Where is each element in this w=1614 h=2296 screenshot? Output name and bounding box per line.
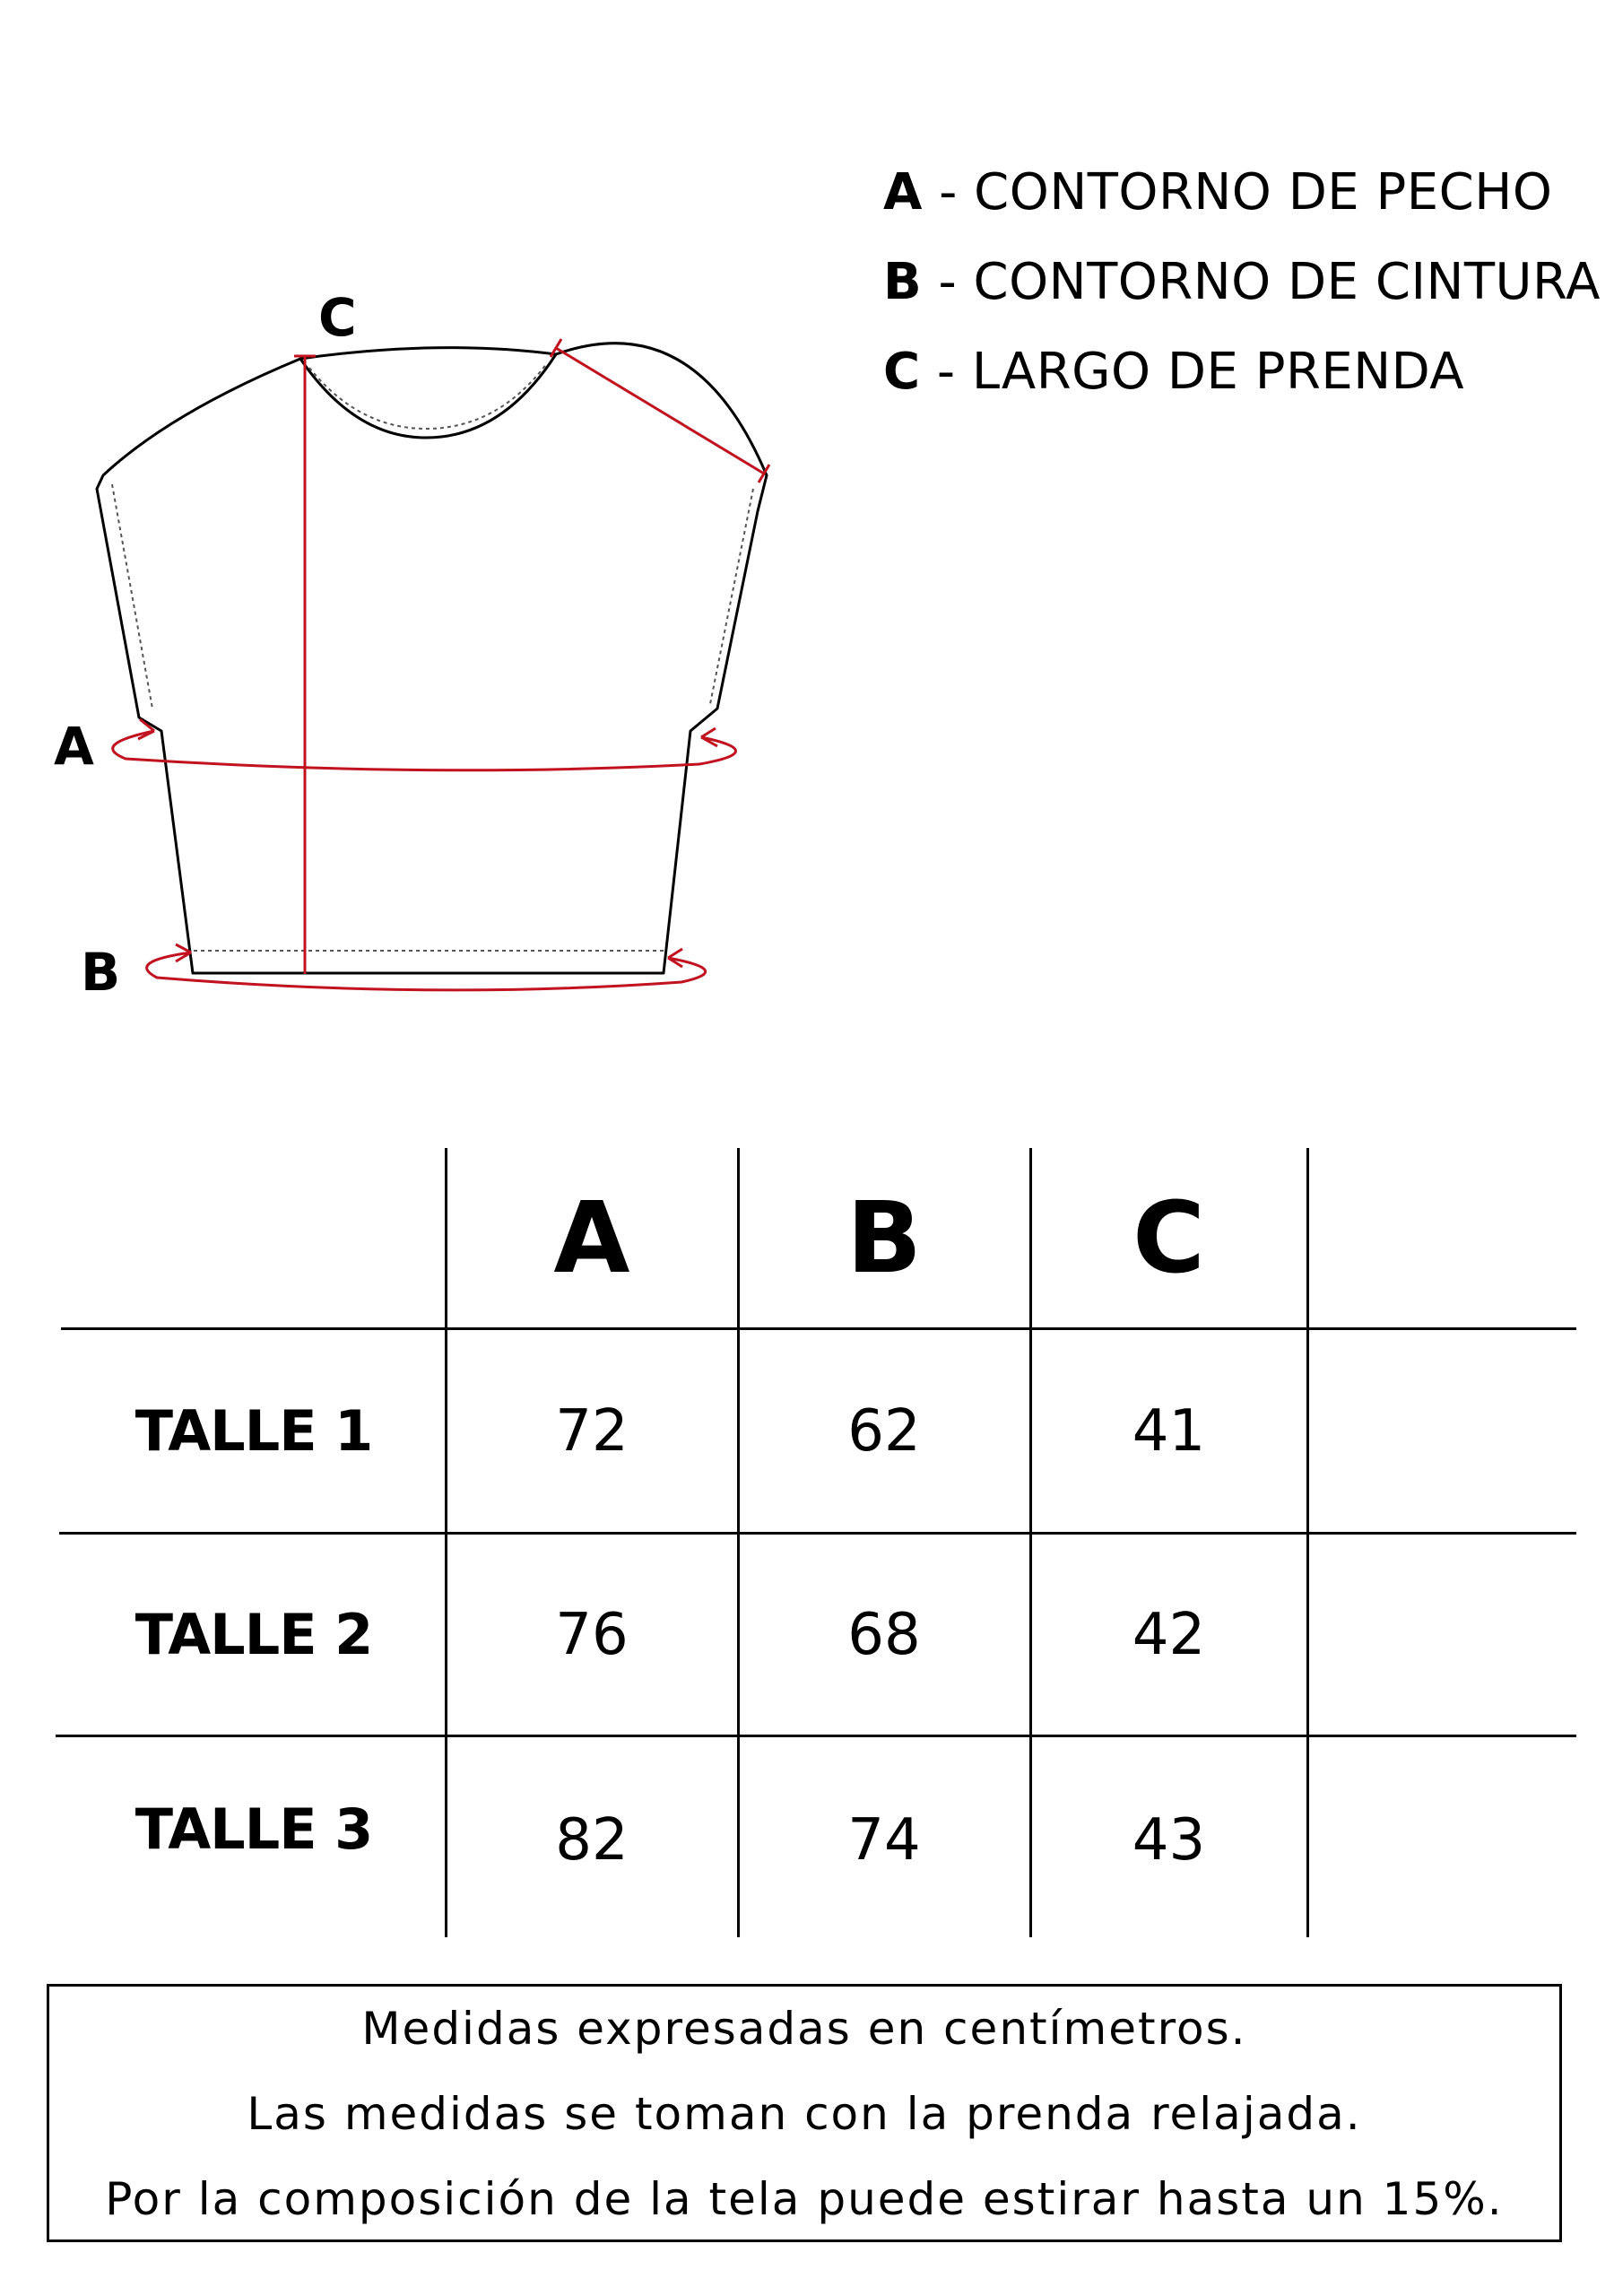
legend-text: - CONTORNO DE PECHO [922,163,1553,222]
diagram-label-a: A [54,716,94,777]
column-header-b: B [846,1180,922,1295]
legend-text: - CONTORNO DE CINTURA [922,253,1601,311]
legend-letter: C [883,343,921,401]
diagram-label-b: B [81,942,121,1003]
note-line: Las medidas se toman con la prenda relajada. [247,2088,1362,2140]
row-header-talle-1: TALLE 1 [134,1398,373,1464]
row-header-talle-3: TALLE 3 [134,1796,373,1862]
table-divider [1306,1148,1309,1937]
table-cell: 82 [555,1807,629,1874]
table-cell: 42 [1132,1601,1206,1668]
table-cell: 41 [1132,1397,1206,1465]
table-cell: 62 [847,1397,921,1465]
row-header-talle-2: TALLE 2 [134,1602,373,1667]
legend-text: - LARGO DE PRENDA [920,343,1465,401]
legend-letter: B [883,253,923,311]
table-cell: 68 [847,1601,921,1668]
note-line: Medidas expresadas en centímetros. [361,2003,1247,2055]
column-header-c: C [1132,1180,1205,1295]
table-cell: 43 [1132,1807,1206,1874]
table-cell: 74 [847,1807,921,1874]
note-line: Por la composición de la tela puede estirar hasta un 15%. [105,2173,1504,2225]
column-header-a: A [553,1180,630,1295]
measurement-notes [47,1984,1562,2242]
table-cell: 76 [555,1601,629,1668]
table-cell: 72 [555,1397,629,1465]
legend-letter: A [883,163,923,222]
diagram-label-c: C [318,287,357,348]
